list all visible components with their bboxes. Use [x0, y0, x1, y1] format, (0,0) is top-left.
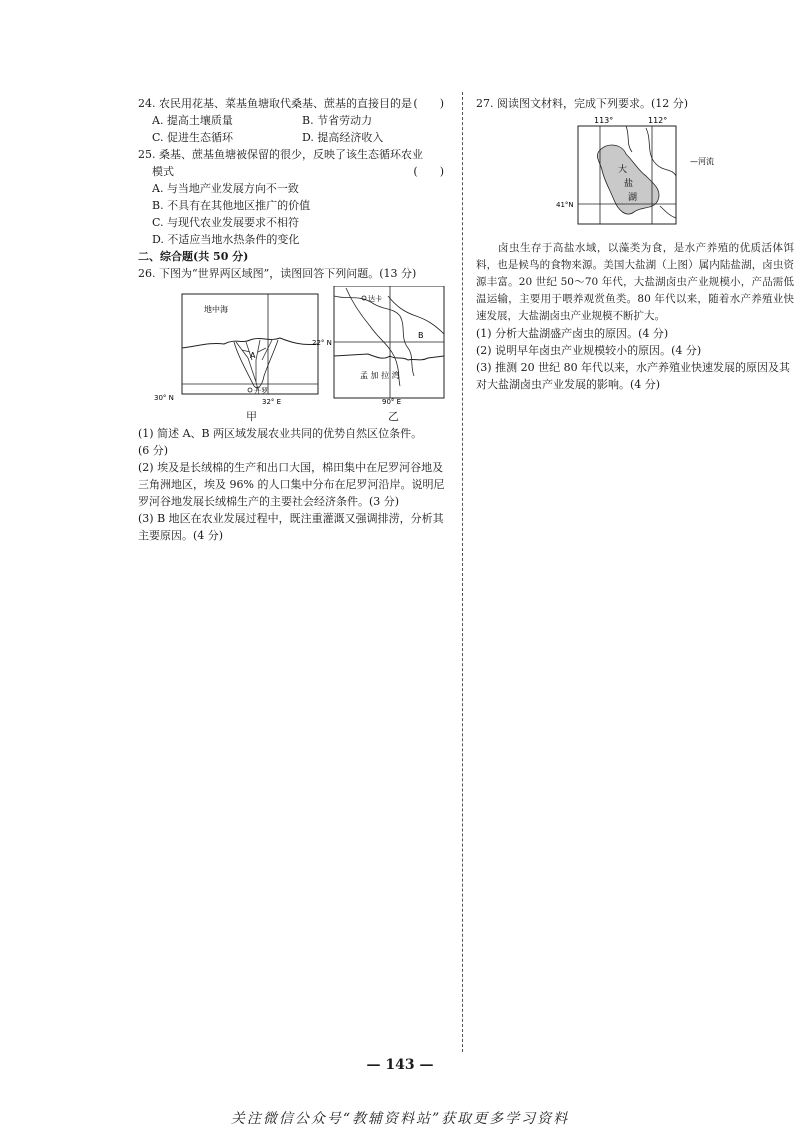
- q24-stem-line: [138, 95, 450, 112]
- q24-option-d[interactable]: D. 提高经济收入: [302, 131, 384, 144]
- q25-stem-line2: [138, 163, 450, 180]
- q27-map-svg: [476, 114, 794, 234]
- map-b-river-3: [388, 296, 444, 334]
- q24-option-c[interactable]: C. 促进生态循环: [152, 131, 234, 144]
- q26-captions: [138, 408, 450, 425]
- map-b-coastline: [334, 354, 444, 360]
- q25-option-c[interactable]: C. 与现代农业发展要求不相符: [152, 216, 300, 229]
- q25-option-d[interactable]: D. 不适应当地水热条件的变化: [152, 233, 300, 246]
- cairo-marker: [248, 388, 252, 392]
- map-a-lon: 32° E: [262, 398, 282, 406]
- map-b-bay: 孟 加 拉 湾: [360, 371, 400, 380]
- q25-option-a[interactable]: A. 与当地产业发展方向不一致: [152, 182, 299, 195]
- q25-answer-paren: ( ): [413, 165, 444, 178]
- q24-options-row2: [138, 129, 450, 146]
- map-b-letter: B: [418, 331, 424, 340]
- lake-label-2: 盐: [624, 179, 634, 189]
- q27-lon1: 113°: [594, 116, 614, 125]
- lake-label-3: 湖: [628, 193, 638, 203]
- q27-material: 卤虫生存于高盐水域，以藻类为食，是水产养殖的优质活体饵料，也是候鸟的食物来源。美国大盐湖（上图）属内陆盐湖，卤虫资源丰富。20 世纪 50～70 年代，大盐湖卤虫产业规模小，产品需低温运输，主要用于喂养观赏鱼类。80 年代以来，随着水产养殖业快速发展，大盐湖卤虫产业规模不断扩大。: [476, 242, 794, 322]
- q24-option-a[interactable]: A. 提高土壤质量: [152, 114, 233, 127]
- map-a-lat: 30° N: [154, 394, 174, 402]
- map-a-sea-label: 地中海: [204, 305, 228, 314]
- map-b-city: 达卡: [368, 295, 382, 303]
- q27-lat: 41°N: [556, 201, 574, 209]
- q27-sub1: (1) 分析大盐湖盛产卤虫的原因。(4 分): [476, 327, 669, 340]
- map-b-lon: 90° E: [382, 398, 402, 406]
- q24-stem: 24. 农民用花基、菜基鱼塘取代桑基、蔗基的直接目的是: [138, 97, 412, 110]
- map-b-caption: 乙: [388, 410, 399, 423]
- section-title: 二、综合题(共 50 分): [138, 250, 249, 263]
- map-a-caption: 甲: [246, 410, 257, 423]
- map-a-letter: A: [250, 351, 256, 360]
- q27-figure: [476, 114, 794, 234]
- map-b-river-1: [334, 296, 414, 376]
- right-column: [476, 95, 794, 393]
- q26-stem: 26. 下图为“世界两区域图”，读图回答下列问题。(13 分): [138, 267, 417, 280]
- q24-options-row1: [138, 112, 450, 129]
- q26-sub3: (3) B 地区在农业发展过程中，既注重灌溉又强调排涝，分析其主要原因。(4 分): [138, 512, 444, 542]
- lake-label-1: 大: [618, 165, 628, 175]
- map-b-lat: 22° N: [312, 339, 332, 347]
- q24-answer-paren: ( ): [413, 97, 444, 110]
- left-column: [138, 95, 450, 544]
- q26-figure: [138, 286, 450, 406]
- q26-sub2: (2) 埃及是长绒棉的生产和出口大国，棉田集中在尼罗河谷地及三角洲地区，埃及 96% 的人口集中分布在尼罗河沿岸。说明尼罗河谷地发展长绒棉生产的主要社会经济条件。(3 分): [138, 461, 445, 508]
- map-a-river: [236, 340, 272, 390]
- q26-sub1-score: (6 分): [138, 444, 169, 457]
- q27-stem: 27. 阅读图文材料，完成下列要求。(12 分): [476, 97, 689, 110]
- q25-stem-cont: 模式: [152, 165, 174, 178]
- map-a-coastline: [182, 338, 318, 348]
- q27-sub3: (3) 推测 20 世纪 80 年代以来，水产养殖业快速发展的原因及其对大盐湖卤虫产业发展的影响。(4 分): [476, 361, 791, 391]
- q27-lon2: 112°: [648, 116, 668, 125]
- q26-maps-svg: [138, 286, 450, 406]
- q25-option-b[interactable]: B. 不具有在其他地区推广的价值: [152, 199, 311, 212]
- map-a-city: 开罗: [254, 387, 268, 395]
- q24-option-b[interactable]: B. 节省劳动力: [302, 114, 373, 127]
- column-divider: [462, 92, 463, 1052]
- q25-stem: 25. 桑基、蔗基鱼塘被保留的很少，反映了该生态循环农业: [138, 148, 423, 161]
- page-number: — 143 —: [366, 1057, 434, 1073]
- q27-river-label: —河流: [690, 157, 714, 166]
- footer-note: 关注微信公众号“教辅资料站”获取更多学习资料: [230, 1111, 570, 1127]
- q27-sub2: (2) 说明早年卤虫产业规模较小的原因。(4 分): [476, 344, 702, 357]
- q26-sub1: (1) 简述 A、B 两区域发展农业共同的优势自然区位条件。: [138, 427, 423, 440]
